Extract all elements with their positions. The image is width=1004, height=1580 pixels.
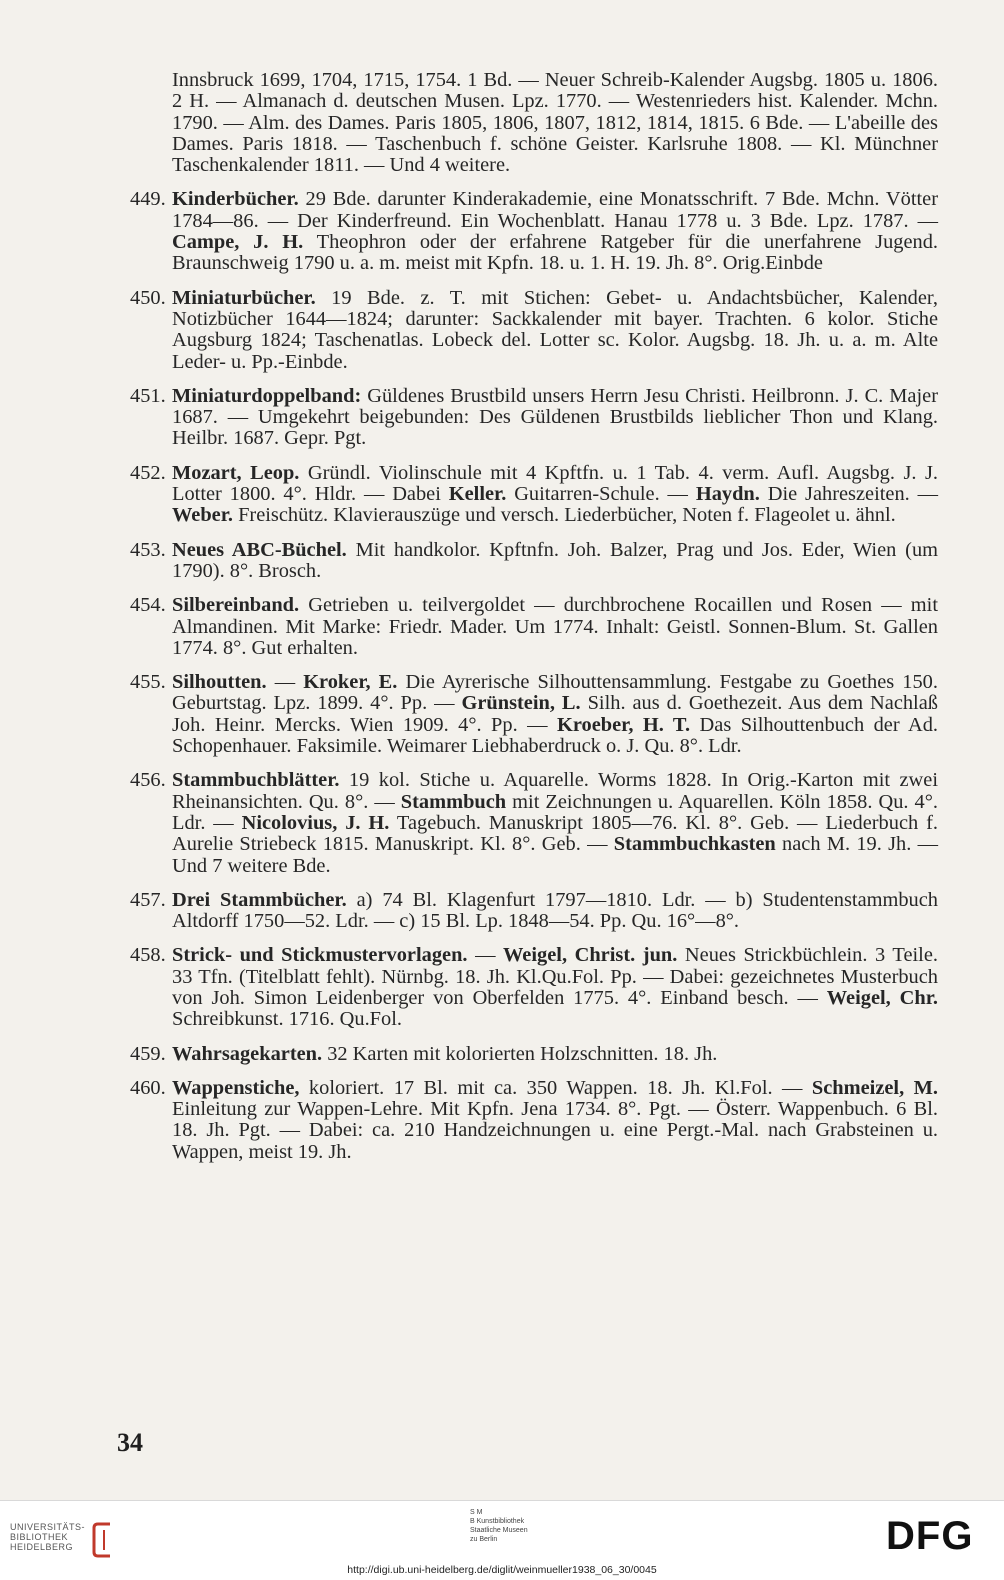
- library-emblem-icon: [90, 1522, 116, 1558]
- entry-heading: Neues ABC-Büchel.: [172, 538, 347, 561]
- entry-bold: Campe, J. H.: [172, 231, 304, 254]
- entry-text: Tagebuch. Manuskript 1805—76. Kl. 8°. Geb. — Liederbuch f. Aurelie Striebeck 1815. Manuskript. Kl. 8°. Geb. —: [172, 811, 938, 856]
- catalog-entry-454: [130, 595, 938, 659]
- logo-line: UNIVERSITÄTS-: [10, 1522, 86, 1532]
- catalog-entry-460: [130, 1078, 938, 1163]
- entry-number: 449.: [130, 188, 166, 211]
- entry-heading: Wahrsagekarten.: [172, 1042, 323, 1065]
- entry-heading: Wappenstiche,: [172, 1076, 300, 1099]
- continuation-paragraph: Innsbruck 1699, 1704, 1715, 1754. 1 Bd. — Neuer Schreib-Kalender Augsbg. 1805 u. 1806. 2 H. — Almanach d. deutschen Musen. Lpz. 1770. — Westenrieders hist. Kalender. Mchn. 1790. — Alm. des Dames. Paris 1805, 1806, 1807, 1812, 1814, 1815. 6 Bde. — L'abeille des Dames. Paris 1818. — Taschenbuch f. schöne Geister. Karlsruhe 1808. — Kl. Münchner Taschenkalender 1811. — Und 4 weitere.: [172, 69, 938, 177]
- entry-number: 452.: [130, 461, 166, 484]
- entry-number: 458.: [130, 944, 166, 967]
- entry-text: Einleitung zur Wappen-Lehre. Mit Kpfn. Jena 1734. 8°. Pgt. — Österr. Wappenbuch. 6 Bl. 18. Jh. Pgt. — Dabei: ca. 210 Handzeichnungen u. eine Pergt.-Mal. nach Grabsteinen u. Wappen, meist 19. Jh.: [172, 1098, 938, 1163]
- entry-heading: Silbereinband.: [172, 594, 300, 617]
- footer-divider: [0, 1500, 1004, 1501]
- entry-heading: Mozart, Leop.: [172, 461, 300, 484]
- entry-text: Theophron oder der erfahrene Ratgeber für die unerfahrene Jugend. Braunschweig 1790 u. a. m. meist mit Kpfn. 18. u. 1. H. 19. Jh. 8°. Orig.Einbde: [172, 231, 938, 275]
- mark-line: S M: [470, 1509, 483, 1516]
- entry-text: Neues Strickbüchlein. 3 Teile. 33 Tfn. (Titelblatt fehlt). Nürnbg. 18. Jh. Kl.Qu.Fol. Pp. — Dabei: gezeichnetes Musterbuch von Joh. Simon Leidenberger von Oberfelden 1775. 4°. Einband besch. —: [172, 944, 938, 1009]
- entry-text: koloriert. 17 Bl. mit ca. 350 Wappen. 18. Jh. Kl.Fol. —: [299, 1076, 812, 1099]
- entry-number: 457.: [130, 888, 166, 911]
- source-url-link[interactable]: http://digi.ub.uni-heidelberg.de/diglit/weinmueller1938_06_30/0045: [347, 1564, 657, 1576]
- entry-heading: Miniaturbücher.: [172, 286, 316, 309]
- dfg-logo[interactable]: DFG: [886, 1514, 974, 1558]
- catalog-entry-458: [130, 945, 938, 1030]
- mark-line: Staatliche Museen: [470, 1527, 528, 1534]
- logo-line: BIBLIOTHEK: [10, 1532, 69, 1542]
- entry-text: Silh. aus d. Goethezeit. Aus dem Nachlaß Joh. Heinr. Mercks. Wien 1909. 4°. Pp. —: [172, 692, 938, 736]
- entry-bold: Nicolovius, J. H.: [241, 811, 390, 834]
- entry-text: Die Jahreszeiten. —: [759, 483, 939, 506]
- catalog-entry-449: [130, 189, 938, 274]
- entry-number: 459.: [130, 1042, 166, 1065]
- entry-bold: Haydn.: [695, 483, 760, 506]
- entry-bold: Weber.: [172, 504, 233, 527]
- entry-heading: Kinderbücher.: [172, 188, 299, 211]
- entry-bold: Schmeizel, M.: [811, 1076, 938, 1099]
- entry-bold: Keller.: [448, 483, 507, 506]
- entry-number: 460.: [130, 1076, 166, 1099]
- logo-line: HEIDELBERG: [10, 1542, 74, 1552]
- entry-number: 451.: [130, 384, 166, 407]
- page-number: 34: [117, 1428, 143, 1457]
- entry-text: Freischütz. Klavierauszüge und versch. Liederbücher, Noten f. Flageolet u. ähnl.: [232, 504, 896, 527]
- entry-text: Gründl. Violinschule mit 4 Kpftfn. u. 1 Tab. 4. verm. Aufl. Augsbg. J. J. Lotter 1800. 4°. Hldr. — Dabei: [172, 461, 938, 506]
- entry-bold: Weigel, Christ. jun.: [503, 944, 678, 967]
- mark-line: B Kunstbibliothek: [470, 1518, 525, 1525]
- entry-bold: Kroeber, H. T.: [556, 713, 691, 736]
- entry-text: 29 Bde. darunter Kinderakademie, eine Monatsschrift. 7 Bde. Mchn. Vötter 1784—86. — Der Kinderfreund. Ein Wochenblatt. Hanau 1778 u. 3 Bde. Lpz. 1787. —: [172, 188, 938, 232]
- entry-text: Schreibkunst. 1716. Qu.Fol.: [172, 1008, 402, 1031]
- entry-text: mit Zeichnungen u. Aquarellen. Köln 1858. Qu. 4°. Ldr. —: [172, 790, 938, 834]
- catalog-entry-455: [130, 672, 938, 757]
- entry-text: Mit handkolor. Kpftnfn. Joh. Balzer, Prag und Jos. Eder, Wien (um 1790). 8°. Brosch.: [172, 538, 938, 582]
- entry-bold: Weigel, Chr.: [826, 986, 938, 1009]
- university-library-logo[interactable]: [10, 1522, 130, 1562]
- entry-text: Die Ayrerische Silhouttensammlung. Festgabe zu Goethes 150. Geburtstag. Lpz. 1899. 4°. Pp. —: [172, 671, 938, 715]
- entry-number: 455.: [130, 671, 166, 694]
- entry-heading: Silhoutten.: [172, 671, 267, 694]
- catalog-entry-459: [130, 1044, 938, 1065]
- catalog-entry-450: [130, 288, 938, 373]
- entry-text: Guitarren-Schule. —: [506, 483, 696, 506]
- entry-number: 453.: [130, 538, 166, 561]
- catalog-entry-453: [130, 540, 938, 583]
- entry-heading: Stammbuchblätter.: [172, 769, 340, 792]
- entry-bold: Stammbuchkasten: [613, 833, 776, 856]
- entry-text: nach M. 19. Jh. — Und 7 weitere Bde.: [172, 833, 938, 877]
- entry-text: Güldenes Brustbild unsers Herrn Jesu Christi. Heilbronn. J. C. Majer 1687. — Umgekehrt beigebunden: Des Güldenen Brustbilds lieblicher Thon und Klang. Heilbr. 1687. Gepr. Pgt.: [172, 384, 938, 450]
- entry-heading: Miniaturdoppelband:: [172, 384, 362, 407]
- catalog-entry-456: [130, 770, 938, 876]
- digitization-footer: [0, 1500, 1004, 1580]
- entry-heading: Strick- und Stickmustervorlagen.: [172, 944, 468, 967]
- entry-bold: Grünstein, L.: [461, 692, 581, 715]
- catalog-entry-451: [130, 386, 938, 450]
- entry-text: 19 kol. Stiche u. Aquarelle. Worms 1828. In Orig.-Karton mit zwei Rheinansichten. Qu. 8°. —: [172, 769, 938, 813]
- catalog-entry-452: [130, 463, 938, 527]
- entry-text: —: [467, 944, 504, 967]
- entry-text: 32 Karten mit kolorierten Holzschnitten. 18. Jh.: [322, 1042, 718, 1065]
- catalog-text: [130, 70, 938, 1176]
- entry-text: Getrieben u. teilvergoldet — durchbrochene Rocaillen und Rosen — mit Almandinen. Mit Marke: Friedr. Mader. Um 1774. Inhalt: Geistl. Sonnen-Blum. St. Gallen 1774. 8°. Gut erhalten.: [172, 594, 938, 659]
- entry-bold: Stammbuch: [400, 790, 507, 813]
- entry-number: 450.: [130, 286, 166, 309]
- entry-text: a) 74 Bl. Klagenfurt 1797—1810. Ldr. — b) Studentenstammbuch Altdorff 1750—52. Ldr. — c) 15 Bl. Lp. 1848—54. Pp. Qu. 16°—8°.: [172, 888, 938, 933]
- entry-number: 454.: [130, 594, 166, 617]
- entry-heading: Drei Stammbücher.: [172, 888, 347, 911]
- mark-line: zu Berlin: [470, 1536, 498, 1543]
- kunstbibliothek-mark: [470, 1508, 590, 1544]
- entry-text: 19 Bde. z. T. mit Stichen: Gebet- u. Andachtsbücher, Kalender, Notizbücher 1644—1824; darunter: Sackkalender mit bayer. Trachten. 6 kolor. Stiche Augsburg 1824; Taschenatlas. Lobeck del. Lotter sc. Kolor. Augsbg. 18. Jh. u. a. m. Alte Leder- u. Pp.-Einbde.: [172, 286, 938, 373]
- entry-text: Das Silhouttenbuch der Ad. Schopenhauer. Faksimile. Weimarer Liebhaberdruck o. J. Qu. 8°. Ldr.: [172, 713, 938, 758]
- entry-text: —: [266, 671, 304, 694]
- entry-number: 456.: [130, 769, 166, 792]
- entry-bold: Kroker, E.: [303, 671, 398, 694]
- catalog-entry-457: [130, 890, 938, 933]
